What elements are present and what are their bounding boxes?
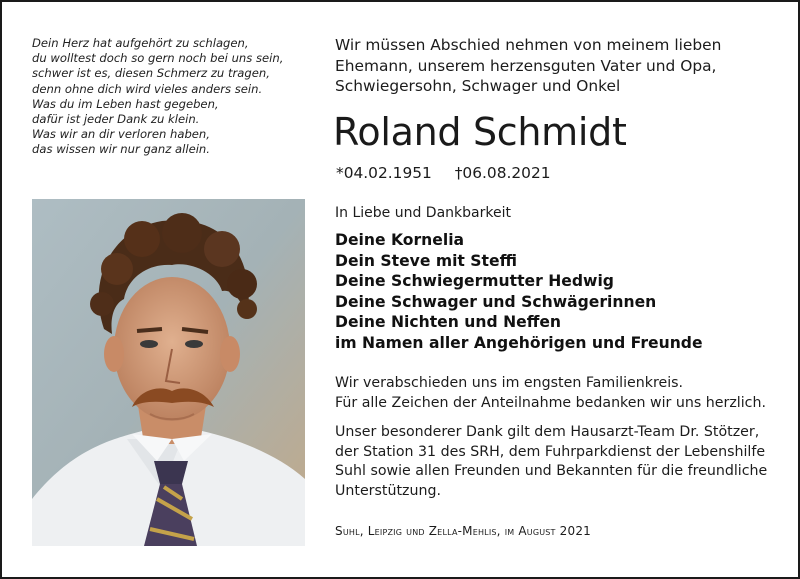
death-date: †06.08.2021: [454, 164, 551, 182]
intro-line: Ehemann, unserem herzensguten Vater und Opa,: [335, 56, 717, 75]
poem-line: schwer ist es, diesen Schmerz zu tragen,: [32, 66, 270, 81]
deceased-name: Roland Schmidt: [333, 110, 627, 154]
memorial-poem: [32, 36, 312, 158]
birth-date: *04.02.1951: [336, 164, 432, 182]
life-dates: [336, 163, 569, 183]
farewell-line: Für alle Zeichen der Anteilnahme bedanken wir uns herzlich.: [335, 394, 766, 411]
poem-line: das wissen wir nur ganz allein.: [32, 142, 210, 157]
farewell-text: [335, 374, 785, 413]
mourner-line: Deine Kornelia: [335, 231, 465, 249]
thanks-text: [335, 423, 785, 501]
mourner-line: im Namen aller Angehörigen und Freunde: [335, 333, 703, 352]
thanks-line: der Station 31 des SRH, dem Fuhrparkdienst der Lebenshilfe: [335, 443, 766, 460]
poem-line: Was wir an dir verloren haben,: [32, 127, 210, 142]
thanks-line: Suhl sowie allen Freunden und Bekannten für die freundliche: [335, 463, 768, 479]
intro-text: [335, 35, 775, 97]
poem-line: dafür ist jeder Dank zu klein.: [32, 112, 200, 127]
mourner-line: Dein Steve mit Steffi: [335, 251, 517, 270]
farewell-line: Wir verabschieden uns im engsten Familienkreis.: [335, 375, 684, 391]
place-and-date: Suhl, Leipzig und Zella-Mehlis, im August 2021: [335, 524, 592, 538]
mourner-line: Deine Nichten und Neffen: [335, 313, 562, 332]
intro-line: Schwiegersohn, Schwager und Onkel: [335, 77, 621, 95]
love-line: In Liebe und Dankbarkeit: [335, 205, 511, 221]
portrait-photo: [32, 199, 305, 546]
mourner-line: Deine Schwager und Schwägerinnen: [335, 292, 657, 311]
mourner-line: Deine Schwiegermutter Hedwig: [335, 272, 614, 291]
mourners-list: [335, 230, 785, 354]
poem-line: du wolltest doch so gern noch bei uns sein,: [32, 51, 284, 66]
thanks-line: Unterstützung.: [335, 482, 441, 499]
poem-line: denn ohne dich wird vieles anders sein.: [32, 81, 263, 96]
thanks-line: Unser besonderer Dank gilt dem Hausarzt-Team Dr. Stötzer,: [335, 424, 760, 440]
portrait-illustration: [32, 199, 305, 546]
intro-line: Wir müssen Abschied nehmen von meinem lieben: [335, 36, 722, 54]
poem-line: Dein Herz hat aufgehört zu schlagen,: [32, 36, 249, 50]
poem-line: Was du im Leben hast gegeben,: [32, 96, 219, 111]
